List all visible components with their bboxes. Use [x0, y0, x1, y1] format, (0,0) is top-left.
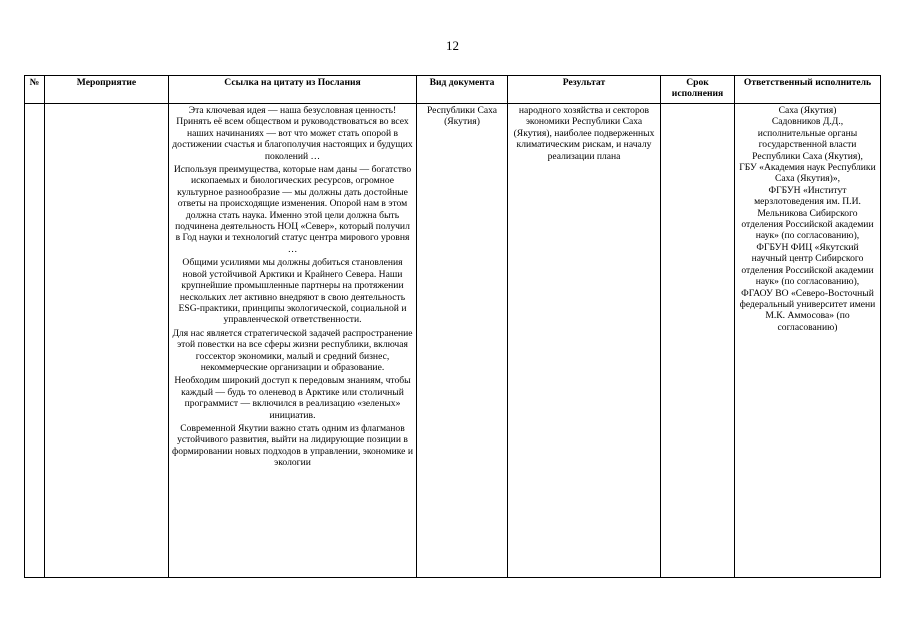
executor-line: исполнительные органы государственной власти Республики Саха (Якутия), [752, 127, 863, 162]
header-num: № [25, 76, 45, 104]
header-event: Мероприятие [45, 76, 169, 104]
quote-paragraph: Эта ключевая идея — наша безусловная ценность! Принять её всем обществом и руководствоваться во всех наших начинаниях — вот что может стать опорой в достижении счастья и благополучия настоящих и будущих поколений … [172, 105, 413, 162]
action-plan-table [24, 75, 881, 578]
quote-paragraph: Необходим широкий доступ к передовым знаниям, чтобы каждый — будь то оленевод в Арктике или столичный программист — включился в реализацию «зеленых» инициатив. [174, 375, 411, 421]
cell-deadline [661, 104, 735, 578]
table-row [25, 104, 881, 578]
result-text: народного хозяйства и секторов экономики Республики Саха (Якутия), наиболее подверженных климатическим рискам, и началу реализации плана [513, 105, 655, 162]
cell-result [508, 104, 661, 578]
header-executor: Ответственный исполнитель [735, 76, 881, 104]
cell-doc-type [417, 104, 508, 578]
quote-paragraph: Общими усилиями мы должны добиться становления новой устойчивой Арктики и Крайнего Севера. Наши крупнейшие промышленные партнеры на протяжении нескольких лет активно внедряют в свою деятельность ESG-практики, принципы экологической, социальной и управленческой ответственности. [178, 257, 407, 326]
executor-line: Садовников Д.Д., [771, 116, 844, 128]
executor-line: ГБУ «Академия наук Республики Саха (Якутия)», [739, 162, 876, 185]
executor-line: ФГБУН ФИЦ «Якутский научный центр Сибирского отделения Российской академии наук» (по согласованию), [741, 241, 874, 288]
quote-text [169, 104, 416, 469]
cell-num-text [25, 104, 44, 105]
cell-event [45, 104, 169, 578]
page-number: 12 [446, 38, 459, 53]
cell-num [25, 104, 45, 578]
cell-quote [169, 104, 417, 578]
executor-line: ФГБУН «Институт мерзлотоведения им. П.И. Мельникова Сибирского отделения Российской академии наук» (по согласованию), [741, 184, 874, 242]
table-header-row [25, 76, 881, 104]
cell-event-text [45, 104, 168, 105]
cell-executor [735, 104, 881, 578]
header-quote-ref: Ссылка на цитату из Послания [169, 76, 417, 104]
header-deadline: Срок исполнения [661, 76, 735, 104]
doc-type-text: Республики Саха (Якутия) [426, 105, 498, 128]
header-result: Результат [508, 76, 661, 104]
executor-text [735, 104, 880, 333]
quote-paragraph: Для нас является стратегической задачей распространение этой повестки на все сферы жизни республики, включая госсектор экономики, малый и средний бизнес, некоммерческие организации и образование. [172, 327, 413, 373]
deadline-text [661, 104, 734, 105]
header-doc-type: Вид документа [417, 76, 508, 104]
executor-line: Саха (Якутия) [778, 105, 837, 116]
quote-paragraph: Используя преимущества, которые нам даны — богатство ископаемых и биологических ресурсов, огромное культурное разнообразие — мы должны дать достойные ответы на происходящие изменения. Опорой нам в этом должна стать наука. Именно этой цели должна быть подчинена деятельность НОЦ «Север», который получил в Год науки и технологий статус центра мирового уровня … [173, 164, 412, 255]
executor-line: ФГАОУ ВО «Северо-Восточный федеральный университет имени М.К. Аммосова» (по согласованию) [739, 287, 876, 333]
quote-paragraph: Современной Якутии важно стать одним из флагманов устойчивого развития, выйти на лидирующие позиции в формировании новых подходов в управлении, экономике и экологии [172, 422, 413, 469]
